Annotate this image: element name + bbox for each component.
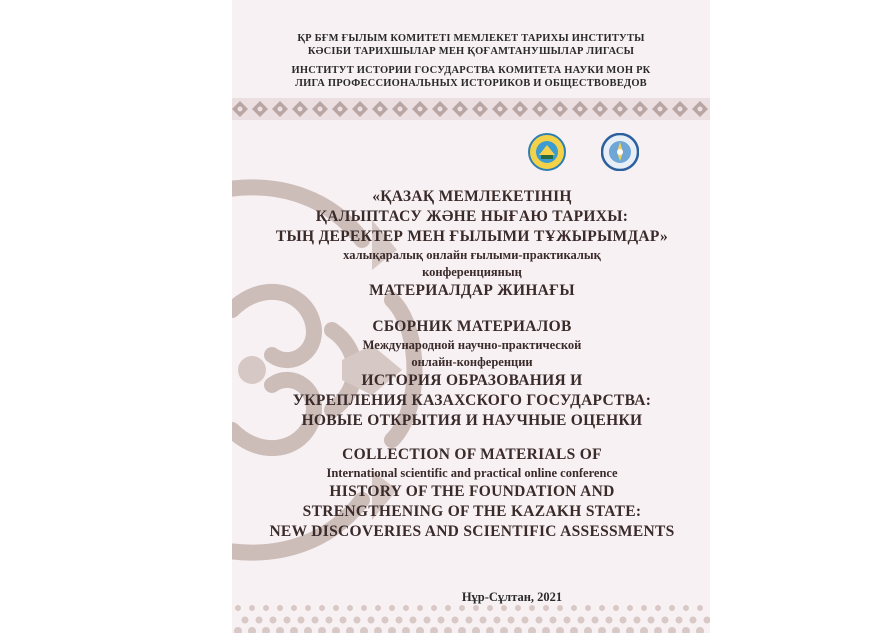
- ru-title-line-3: НОВЫЕ ОТКРЫТИЯ И НАУЧНЫЕ ОЦЕНКИ: [301, 412, 643, 429]
- en-collection-title: COLLECTION OF MATERIALS OF: [342, 446, 602, 463]
- book-cover: [232, 0, 710, 633]
- city-year: Нұр-Сұлтан, 2021: [461, 590, 563, 604]
- ru-header-line-1: ИНСТИТУТ ИСТОРИИ ГОСУДАРСТВА КОМИТЕТА НАУКИ МОН РК: [291, 65, 651, 76]
- kz-title-block: [272, 187, 672, 301]
- ru-title-block: [272, 317, 672, 431]
- dotted-band-bottom: [232, 600, 710, 633]
- kz-collection-title: МАТЕРИАЛДАР ЖИНАҒЫ: [369, 282, 575, 299]
- league-emblem-icon: [601, 133, 639, 171]
- ru-title-line-1: ИСТОРИЯ ОБРАЗОВАНИЯ И: [361, 372, 583, 389]
- ornamental-band-top: [232, 98, 710, 120]
- kz-title-line-1: «ҚАЗАҚ МЕМЛЕКЕТІНІҢ: [372, 188, 572, 205]
- ru-institution-header: [232, 64, 710, 90]
- ru-subtitle-line-1: Международной научно-практической: [362, 338, 582, 352]
- kz-institution-header: [232, 32, 710, 58]
- ru-collection-title: СБОРНИК МАТЕРИАЛОВ: [372, 318, 572, 335]
- en-title-line-2: STRENGTHENING OF THE KAZAKH STATE:: [302, 503, 642, 520]
- ru-title-line-2: УКРЕПЛЕНИЯ КАЗАХСКОГО ГОСУДАРСТВА:: [292, 392, 652, 409]
- ru-subtitle-line-2: онлайн-конференции: [411, 355, 533, 369]
- institute-emblem-icon: [528, 133, 566, 171]
- kz-title-line-2: ҚАЛЫПТАСУ ЖӘНЕ НЫҒАЮ ТАРИХЫ:: [315, 208, 629, 225]
- kz-title-line-3: ТЫҢ ДЕРЕКТЕР МЕН ҒЫЛЫМИ ТҰЖЫРЫМДАР»: [275, 228, 669, 245]
- en-title-line-1: HISTORY OF THE FOUNDATION AND: [329, 483, 615, 500]
- kz-subtitle-line-2: конференцияның: [422, 265, 522, 279]
- kz-header-line-1: ҚР БҒМ ҒЫЛЫМ КОМИТЕТІ МЕМЛЕКЕТ ТАРИХЫ ИНСТИТУТЫ: [297, 33, 645, 44]
- ru-header-line-2: ЛИГА ПРОФЕССИОНАЛЬНЫХ ИСТОРИКОВ И ОБЩЕСТВОВЕДОВ: [295, 78, 647, 89]
- kz-header-line-2: КӘСІБИ ТАРИХШЫЛАР МЕН ҚОҒАМТАНУШЫЛАР ЛИГАСЫ: [307, 46, 635, 57]
- kz-subtitle-line-1: халықаралық онлайн ғылыми-практикалық: [343, 248, 601, 262]
- en-title-block: [252, 445, 692, 542]
- en-title-line-3: NEW DISCOVERIES AND SCIENTIFIC ASSESSMENTS: [269, 523, 675, 540]
- en-subtitle-line-1: International scientific and practical online conference: [326, 466, 618, 480]
